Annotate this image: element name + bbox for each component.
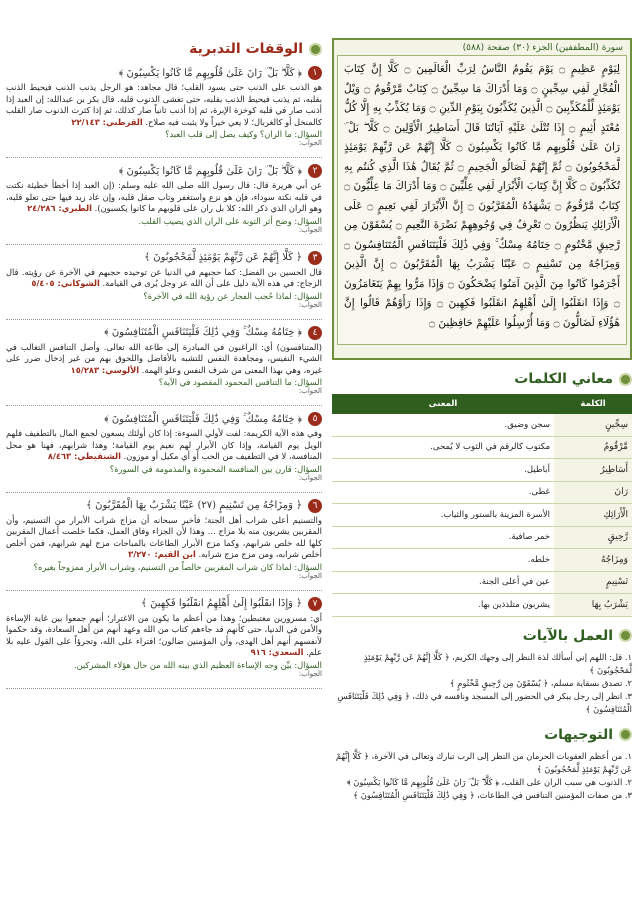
meaning-cell: يشربون متلذذين بها. <box>332 594 554 617</box>
reflection-verse-line <box>6 66 322 80</box>
reflection-text: والتسنيم أعلى شراب أهل الجنة؛ فأخبر سبحانه أن مزاج شراب الأبرار من التسنيم، وأن المقربين يشربون منه بلا مزاج ... وهذا لأن الجزاء وفاق العمل، فكما خلصت أعمال المقربين كلها لله خلص شرابهم، وكما مزج الأبرار الطاعات بالمباحات مزج لهم شرابهم، فمن أخلص أخلص شرابه، ومن مزج مزج شرابه. <box>6 514 322 559</box>
reflection-number: ٦ <box>308 499 322 513</box>
word-cell: رَانَ <box>554 481 632 504</box>
reflections-title: الوقفات التدبرية <box>189 41 303 57</box>
reflection-body <box>6 82 322 128</box>
answer-line[interactable] <box>6 234 322 245</box>
action-item: ٣. انظر إلى رجل يبكر في الحضور إلى المسجد ونافسه في ذلك، ﴿ وَفِي ذَٰلِكَ فَلْيَتَنَافَسِ الْمُتَنَافِسُونَ ﴾ <box>337 690 632 714</box>
table-row <box>332 414 632 436</box>
answer-label: الجواب: <box>298 473 322 482</box>
guidance-item: ١. من أعظم العقوبات الحرمان من النظر إلى الرب تبارك وتعالى في الآخرة، ﴿ كَلَّا إِنَّهُمْ عَن رَّبِّهِمْ يَوْمَئِذٍ لَّمَحْجُوبُونَ ﴾ <box>335 750 632 774</box>
reflection-body <box>6 613 322 659</box>
reflection-source: الألوسي: ١٥/٢٨٣ <box>70 364 140 375</box>
table-row <box>332 481 632 504</box>
section-bullet-icon <box>619 373 632 386</box>
answer-line[interactable] <box>6 580 322 591</box>
reflection-question: السؤال: لماذا حُجب الفجار عن رؤية الله في الآخرة؟ <box>143 290 322 301</box>
reflection-question: السؤال: قارن بين المنافسة المحمودة والمذمومة في السورة؟ <box>109 463 322 474</box>
answer-label: الجواب: <box>298 669 322 678</box>
table-row <box>332 504 632 527</box>
word-cell: تَسْنِيمٍ <box>554 571 632 594</box>
reflection-number: ٥ <box>308 412 322 426</box>
guidance-item: ٢. الذنوب هي سبب الران على القلب، ﴿ كَلَّا ۖ بَلْ ۜ رَانَ عَلَىٰ قُلُوبِهِم مَّا كَانُوا يَكْسِبُونَ ﴾ <box>346 776 632 787</box>
meaning-cell: مكتوب كالرقم في الثوب لا يُمحى. <box>332 436 554 459</box>
reflection-item <box>6 251 322 320</box>
action-item: ١. قل: اللهم إني أسألك لذة النظر إلى وجهك الكريم، ﴿ كَلَّا إِنَّهُمْ عَن رَّبِّهِمْ يَوْمَئِذٍ لَّمَحْجُوبُونَ ﴾ <box>363 651 632 675</box>
reflections-column <box>6 38 322 689</box>
answer-line[interactable] <box>6 147 322 158</box>
meaning-cell: الأسرة المزينة بالستور والثياب. <box>332 504 554 527</box>
reflection-verse-line <box>6 412 322 426</box>
reflection-question: السؤال: بيِّن وجه الإساءة العظيم الذي بينه الله من حال هؤلاء المشركين. <box>73 659 322 670</box>
reflection-source: السعدي: ٩١٦ <box>250 647 304 657</box>
reflection-source: الطبري: ٢٤/٢٨٦ <box>27 203 92 213</box>
reflection-verse-line <box>6 597 322 611</box>
reflection-verse-line <box>6 164 322 178</box>
reflection-verse-line <box>6 326 322 340</box>
reflection-body <box>6 180 322 215</box>
section-bullet-icon <box>309 43 322 56</box>
reflection-item <box>6 326 322 407</box>
guidance-header <box>332 724 632 746</box>
guidance-list <box>332 750 632 802</box>
table-row <box>332 594 632 617</box>
reflection-text: (المتنافسون) أي: الراغبون في المبادرة إلى طاعة الله تعالى. وأصل التنافس التغالب في الشيء النفيس، ومجاهدة النفس للتشبه بالأفاضل واللحوق بهم من غير إدخال ضرر على غيره، وهي بهذا المعنى من شرف النفس وعلو الهمة. <box>6 341 322 375</box>
actions-header <box>332 625 632 647</box>
reflection-item <box>6 499 322 591</box>
meaning-cell: أباطيل. <box>332 459 554 482</box>
reflections-list <box>6 66 322 689</box>
reflection-number: ٧ <box>308 597 322 611</box>
col-word-header: الكلمة <box>554 394 632 414</box>
reflection-verse-line <box>6 251 322 265</box>
answer-label: الجواب: <box>298 300 322 309</box>
answer-line[interactable] <box>6 309 322 320</box>
quran-text: لِيَوْمٍ عَظِيمٍ ۝ يَوْمَ يَقُومُ النَّاسُ لِرَبِّ الْعَالَمِينَ ۝ كَلَّا إِنَّ كِتَابَ الْفُجَّارِ لَفِي سِجِّينٍ ۝ وَمَا أَدْرَاكَ مَا سِجِّينٌ ۝ كِتَابٌ مَّرْقُومٌ ۝ وَيْلٌ يَوْمَئِذٍ لِّلْمُكَذِّبِينَ ۝ الَّذِينَ يُكَذِّبُونَ بِيَوْمِ الدِّينِ ۝ وَمَا يُكَذِّبُ بِهِ إِلَّا كُلُّ مُعْتَدٍ أَثِيمٍ ۝ إِذَا تُتْلَىٰ عَلَيْهِ آيَاتُنَا قَالَ أَسَاطِيرُ الْأَوَّلِينَ ۝ كَلَّا ۖ بَلْ ۜ رَانَ عَلَىٰ قُلُوبِهِم مَّا كَانُوا يَكْسِبُونَ ۝ كَلَّا إِنَّهُمْ عَن رَّبِّهِمْ يَوْمَئِذٍ لَّمَحْجُوبُونَ ۝ ثُمَّ إِنَّهُمْ لَصَالُو الْجَحِيمِ ۝ ثُمَّ يُقَالُ هَٰذَا الَّذِي كُنتُم بِهِ تُكَذِّبُونَ ۝ كَلَّا إِنَّ كِتَابَ الْأَبْرَارِ لَفِي عِلِّيِّينَ ۝ وَمَا أَدْرَاكَ مَا عِلِّيُّونَ ۝ كِتَابٌ مَّرْقُومٌ ۝ يَشْهَدُهُ الْمُقَرَّبُونَ ۝ إِنَّ الْأَبْرَارَ لَفِي نَعِيمٍ ۝ عَلَى الْأَرَائِكِ يَنظُرُونَ ۝ تَعْرِفُ فِي وُجُوهِهِمْ نَضْرَةَ النَّعِيمِ ۝ يُسْقَوْنَ مِن رَّحِيقٍ مَّخْتُومٍ ۝ خِتَامُهُ مِسْكٌ ۚ وَفِي ذَٰلِكَ فَلْيَتَنَافَسِ الْمُتَنَافِسُونَ ۝ وَمِزَاجُهُ مِن تَسْنِيمٍ ۝ عَيْنًا يَشْرَبُ بِهَا الْمُقَرَّبُونَ ۝ إِنَّ الَّذِينَ أَجْرَمُوا كَانُوا مِنَ الَّذِينَ آمَنُوا يَضْحَكُونَ ۝ وَإِذَا مَرُّوا بِهِمْ يَتَغَامَزُونَ ۝ وَإِذَا انقَلَبُوا إِلَىٰ أَهْلِهِمُ انقَلَبُوا فَكِهِينَ ۝ وَإِذَا رَأَوْهُمْ قَالُوا إِنَّ هَٰؤُلَاءِ لَضَالُّونَ ۝ وَمَا أُرْسِلُوا عَلَيْهِمْ حَافِظِينَ ۝ <box>337 55 627 345</box>
meaning-cell: سجن وضيق. <box>332 414 554 436</box>
reflection-source: الشوكاني: ٥/٤٠٥ <box>31 278 100 288</box>
answer-label: الجواب: <box>298 387 322 395</box>
mushaf-page <box>332 38 632 360</box>
reflection-source: الشنقيطي: ٨/٤٦٣ <box>47 451 121 461</box>
table-row <box>332 436 632 459</box>
word-cell: سِجِّينٍ <box>554 414 632 436</box>
reflection-item <box>6 164 322 245</box>
reflection-text: أي: مسرورين مغتبطين؛ وهذا من أعظم ما يكون من الاغترار؛ أنهم جمعوا بين غاية الإساءة والأمن في الدنيا، حتى كأنهم قد جاءهم كتاب من الله وعهد أنهم من أهل السعادة، وقد حكموا لأنفسهم أنهم أهل الهدى، وأن المؤمنين ضالون؛ افتراء على الله، وتجرؤاً على القول عليه بلا علم. <box>6 612 322 657</box>
word-cell: الْأَرَائِكِ <box>554 504 632 527</box>
reflection-verse: ﴿ وَمِزَاجُهُ مِن تَسْنِيمٍ (٢٧) عَيْنًا يَشْرَبُ بِهَا الْمُقَرَّبُونَ ﴾ <box>86 500 302 511</box>
table-row <box>332 549 632 572</box>
reflection-text: هو الذنب على الذنب حتى يسود القلب؛ قال مجاهد: هو الرجل يذنب الذنب فيحيط الذنب بقلبه، ثم يذنب فيحيط الذنب بقلبه، حتى تغشى الذنوب قلبه. قال بكر بن عبدالله: إن العبد إذا أذنب صار في قلبه كوخزة الإبرة، ثم إذا أذنب ثانياً صار كذلك، ثم إذا كثرت الذنوب صار القلب كالمنخل أو كالغربال؛ لا يعي خيراً ولا يثبت فيه صلاح. <box>6 82 322 127</box>
reflection-body <box>6 428 322 463</box>
reflection-item <box>6 66 322 158</box>
reflection-verse-line <box>6 499 322 513</box>
word-cell: مَّرْقُومٌ <box>554 436 632 459</box>
reflection-number: ٢ <box>308 164 322 178</box>
actions-title: العمل بالآيات <box>522 627 613 644</box>
reflection-question: السؤال: ما التنافس المحمود المقصود في الآية؟ <box>158 377 322 387</box>
guidance-item: ٣. من صفات المؤمنين التنافس في الطاعات، ﴿ وَفِي ذَٰلِكَ فَلْيَتَنَافَسِ الْمُتَنَافِسُونَ ﴾ <box>353 789 632 800</box>
reflection-verse: ﴿ كَلَّا ۖ بَلْ ۜ رَانَ عَلَىٰ قُلُوبِهِم مَّا كَانُوا يَكْسِبُونَ ﴾ <box>118 165 302 177</box>
reflection-verse: ﴿ كَلَّا إِنَّهُمْ عَن رَّبِّهِمْ يَوْمَئِذٍ لَّمَحْجُوبُونَ ﴾ <box>144 252 302 263</box>
reflection-verse: ﴿ وَإِذَا انقَلَبُوا إِلَىٰ أَهْلِهِمُ انقَلَبُوا فَكِهِينَ ﴾ <box>141 598 302 609</box>
meaning-cell: خمر صافية. <box>332 526 554 549</box>
reflection-source: ابن القيم: ٣/٢٧٠ <box>128 549 196 559</box>
table-row <box>332 571 632 594</box>
reflection-number: ٣ <box>308 251 322 265</box>
reflection-number: ٤ <box>308 326 322 340</box>
reflection-item <box>6 597 322 689</box>
reflection-question: السؤال: وضح أثر التوبة على الران الذي يصيب القلب. <box>138 215 322 226</box>
reflection-body <box>6 515 322 561</box>
col-meaning-header: المعنى <box>332 394 554 414</box>
answer-line[interactable] <box>6 395 322 406</box>
reflection-item <box>6 412 322 493</box>
reflection-body <box>6 342 322 377</box>
words-table <box>332 394 632 617</box>
reflection-text: وفي هذه الآية الكريمة: لفت لأولي السوءة: إذا كان أولئك يسعون لجمع المال بالتطفيف فلهم الويل يوم القيامة، وإذا كان الأبرار لهم نعيم يوم القيامة؛ وهذا شرابهم، فهنا هو محل المنافسة، لا في التطفيف من الحب أو أي مكيل أو موزون. <box>6 428 322 461</box>
reflection-question: السؤال: لماذا كان شراب المقربين خالصاً من التسنيم، وشراب الأبرار ممزوجاً بغيره؟ <box>33 561 322 572</box>
meaning-cell: عين في أعلى الجنة. <box>332 571 554 594</box>
sura-info: سورة (المطففين) الجزء (٣٠) صفحة (٥٨٨) <box>462 43 623 53</box>
mushaf-header <box>337 43 627 55</box>
words-title: معاني الكلمات <box>514 371 613 387</box>
word-cell: وَمِزَاجُهُ <box>554 549 632 572</box>
reflection-text: عن أبي هريرة قال: قال رسول الله صلى الله عليه وسلم: (إن العبد إذا أخطأ خطيئة نكتت في قلبه نكتة سوداء، فإن هو نزع واستغفر وتاب صقل قلبه، وإن عاد زيد فيها حتى تعلو قلبه، وهو الران الذي ذكر الله: كلا بل ران على قلوبهم ما كانوا يكسبون). <box>6 180 322 213</box>
reflections-header <box>6 38 322 60</box>
words-header <box>332 368 632 390</box>
guidance-title: التوجيهات <box>544 726 613 743</box>
reflection-verse: ﴿ خِتَامُهُ مِسْكٌ ۚ وَفِي ذَٰلِكَ فَلْيَتَنَافَسِ الْمُتَنَافِسُونَ ﴾ <box>104 413 302 425</box>
word-cell: يَشْرَبُ بِهَا <box>554 594 632 617</box>
reflection-verse: ﴿ كَلَّا ۖ بَلْ ۜ رَانَ عَلَىٰ قُلُوبِهِم مَّا كَانُوا يَكْسِبُونَ ﴾ <box>118 67 302 79</box>
answer-line[interactable] <box>6 482 322 493</box>
answer-label: الجواب: <box>298 139 322 147</box>
answer-label: الجواب: <box>298 571 322 580</box>
word-cell: رَّحِيقٍ <box>554 526 632 549</box>
meaning-cell: غطى. <box>332 481 554 504</box>
table-row <box>332 526 632 549</box>
reflection-text: قال الحسين بن الفضل: كما حجبهم في الدنيا عن توحيده حجبهم في الآخرة عن رؤيته. قال الزجاج: في هذه الآية دليل على أن الله عز وجل يُرى في القيامة. <box>6 266 322 288</box>
meaning-cell: خلطه. <box>332 549 554 572</box>
section-bullet-icon <box>619 629 632 642</box>
actions-list <box>332 651 632 716</box>
reflection-source: القرطبي: ٢٢/١٤٣ <box>71 116 143 127</box>
action-item: ٢. تصدق بسقاية مسلم، ﴿ يُسْقَوْنَ مِن رَّحِيقٍ مَّخْتُومٍ ﴾ <box>449 677 632 688</box>
table-row <box>332 459 632 482</box>
answer-line[interactable] <box>6 678 322 689</box>
reflection-number: ١ <box>308 66 322 80</box>
answer-label: الجواب: <box>298 225 322 234</box>
section-bullet-icon <box>619 728 632 741</box>
reflection-body <box>6 267 322 290</box>
right-column <box>332 38 632 802</box>
word-cell: أَسَاطِيرُ <box>554 459 632 482</box>
reflection-verse: ﴿ خِتَامُهُ مِسْكٌ ۚ وَفِي ذَٰلِكَ فَلْيَتَنَافَسِ الْمُتَنَافِسُونَ ﴾ <box>104 327 302 338</box>
reflection-question: السؤال: ما الران؟ وكيف يصل إلى قلب العبد؟ <box>165 129 322 139</box>
